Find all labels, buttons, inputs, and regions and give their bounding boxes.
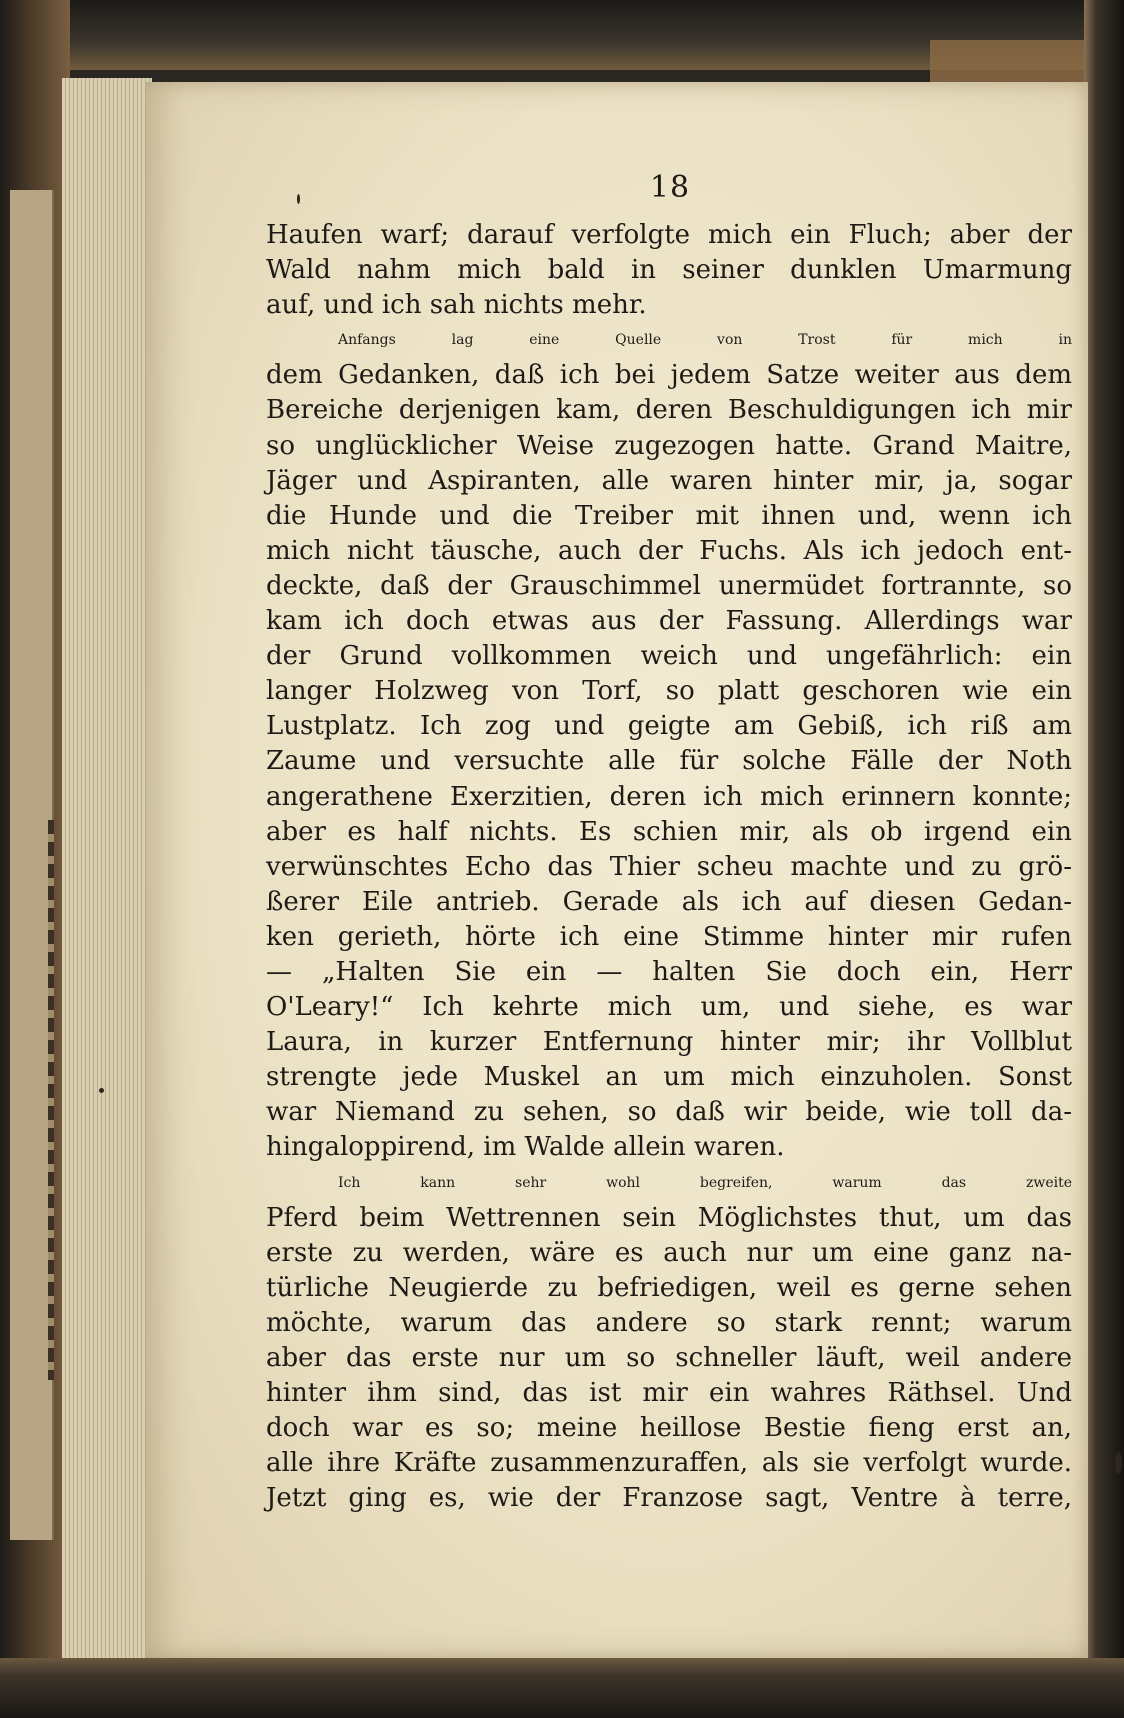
ink-speck <box>99 1088 104 1093</box>
text-line: Wald nahm mich bald in seiner dunklen Umarmung <box>266 255 1072 286</box>
text-line: Laura, in kurzer Entfernung hinter mir; ihr Vollblut <box>266 1027 1072 1058</box>
text-line: türliche Neugierde zu befriedigen, weil es gerne sehen <box>266 1272 1072 1303</box>
text-line: möchte, warum das andere so stark rennt; warum <box>266 1307 1072 1338</box>
page-number: 18 <box>649 170 691 205</box>
text-line: Jäger und Aspiranten, alle waren hinter mir, ja, sogar <box>266 465 1072 496</box>
text-line: angerathene Exerzitien, deren ich mich erinnern konnte; <box>266 781 1072 812</box>
text-line: hingaloppirend, im Walde allein waren. <box>266 1132 785 1163</box>
text-line: Jetzt ging es, wie der Franzose sagt, Ventre à terre, <box>266 1483 1072 1514</box>
text-line: so unglücklicher Weise zugezogen hatte. Grand Maitre, <box>266 430 1072 461</box>
text-line: Ich kann sehr wohl begreifen, warum das zweite <box>338 1174 1072 1191</box>
text-line: Zaume und versuchte alle für solche Fälle der Noth <box>266 746 1072 777</box>
text-line: doch war es so; meine heillose Bestie fieng erst an, <box>266 1413 1072 1444</box>
text-line: war Niemand zu sehen, so daß wir beide, wie toll da- <box>266 1097 1072 1128</box>
text-line: O'Leary!“ Ich kehrte mich um, und siehe, es war <box>266 992 1072 1023</box>
text-line: strengte jede Muskel an um mich einzuholen. Sonst <box>266 1062 1072 1093</box>
text-line: aber es half nichts. Es schien mir, als ob irgend ein <box>266 816 1072 847</box>
text-line: — „Halten Sie ein — halten Sie doch ein, Herr <box>266 956 1072 987</box>
book-cover-bottom-edge <box>0 1658 1124 1718</box>
spine-stitching <box>48 820 54 1380</box>
page-edges-stack <box>62 78 152 1658</box>
text-line: aber das erste nur um so schneller läuft, weil andere <box>266 1343 1072 1373</box>
text-line: dem Gedanken, daß ich bei jedem Satze weiter aus dem <box>266 360 1072 391</box>
text-line: langer Holzweg von Torf, so platt geschoren wie ein <box>266 676 1072 707</box>
text-line: der Grund vollkommen weich und ungefährlich: ein <box>266 641 1072 672</box>
text-line: Lustplatz. Ich zog und geigte am Gebiß, ich riß am <box>266 711 1072 742</box>
text-line: Anfangs lag eine Quelle von Trost für mich in <box>338 332 1072 349</box>
text-line: hinter ihm sind, das ist mir ein wahres Räthsel. Und <box>266 1378 1072 1409</box>
text-line: ken gerieth, hörte ich eine Stimme hinter mir rufen <box>266 921 1072 952</box>
text-line: mich nicht täusche, auch der Fuchs. Als ich jedoch ent- <box>266 535 1072 566</box>
ink-speck <box>1115 1452 1122 1474</box>
text-line: alle ihre Kräfte zusammenzuraffen, als sie verfolgt wurde. <box>266 1448 1072 1479</box>
text-line: deckte, daß der Grauschimmel unermüdet fortrannte, so <box>266 570 1072 601</box>
page-body-text <box>266 218 1072 1516</box>
text-line: Haufen warf; darauf verfolgte mich ein Fluch; aber der <box>266 220 1072 250</box>
text-line: Pferd beim Wettrennen sein Möglichstes thut, um das <box>266 1202 1072 1233</box>
ink-speck <box>297 194 300 204</box>
text-line: Bereiche derjenigen kam, deren Beschuldigungen ich mir <box>266 395 1072 426</box>
text-line: ßerer Eile antrieb. Gerade als ich auf diesen Gedan- <box>266 886 1072 917</box>
text-line: verwünschtes Echo das Thier scheu machte und zu grö- <box>266 851 1072 882</box>
text-line: kam ich doch etwas aus der Fassung. Allerdings war <box>266 606 1072 637</box>
text-line: auf, und ich sah nichts mehr. <box>266 290 647 321</box>
text-line: erste zu werden, wäre es auch nur um eine ganz na- <box>266 1237 1072 1268</box>
text-line: die Hunde und die Treiber mit ihnen und, wenn ich <box>266 500 1072 531</box>
